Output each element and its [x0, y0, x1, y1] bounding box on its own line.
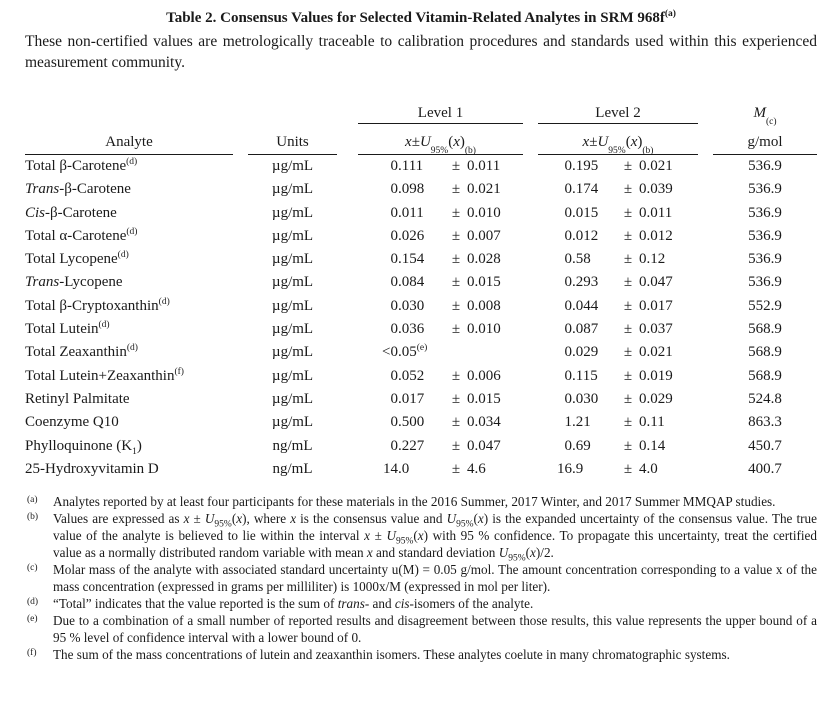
plus-minus-sign: ±	[451, 321, 461, 338]
plus-minus-sign: ±	[623, 321, 633, 338]
plus-minus-sign: ±	[451, 367, 461, 384]
value-integer-part: 0	[564, 251, 572, 268]
analyte-name: Total Lycopene$^{(d)}$	[25, 250, 129, 268]
value-integer-part: 0	[390, 158, 398, 174]
value-fraction-part: .500	[398, 414, 425, 431]
uncertainty-value: 0.037	[639, 321, 673, 338]
value-integer-part: 0	[564, 158, 572, 174]
value-integer-part: 0	[564, 344, 572, 361]
value-integer-part: 0	[564, 274, 572, 291]
level-1-value	[358, 178, 523, 201]
table-row	[25, 435, 817, 458]
units-value: µg/mL	[271, 390, 314, 407]
analyte-name: Coenzyme Q10	[25, 414, 119, 431]
units-value: µg/mL	[271, 204, 314, 221]
uncertainty-value: 0.12	[639, 251, 666, 268]
uncertainty-value: 0.007	[467, 227, 501, 244]
units-value: µg/mL	[271, 344, 314, 361]
uncertainty-value: 0.010	[467, 204, 501, 221]
value-integer-part: 1	[564, 414, 572, 431]
value-integer-part: 0	[390, 414, 398, 431]
value-integer-part: 0	[390, 437, 398, 454]
molar-mass-value: 568.9	[748, 321, 782, 338]
level-1-value	[358, 318, 523, 341]
value-integer-part: 0	[390, 227, 398, 244]
analyte-column-header: Analyte	[25, 124, 233, 155]
level-2-value	[538, 178, 698, 201]
value-integer-part: 0	[390, 297, 398, 314]
uncertainty-value: 4.0	[639, 460, 658, 477]
level-2-value	[538, 341, 698, 364]
value-integer-part: 0	[564, 367, 572, 384]
table-row	[25, 318, 817, 341]
footnote: (a) Analytes reported by at least four participants for these materials in the 2016 Summer, 2017 Winter, and 2017 Summer MMQAP studies.	[27, 494, 776, 510]
molar-mass-value: 536.9	[748, 251, 782, 268]
footnote: (c) Molar mass of the analyte with associated standard uncertainty u(M) = 0.05 g/mol. The amount concentration corresponding to a value x of the mass concentration (expressed in grams per milliliter) is 1000x/M (expressed in mol per liter).	[27, 562, 817, 595]
value-integer-part: 0	[390, 390, 398, 407]
plus-minus-sign: ±	[451, 158, 461, 174]
uncertainty-value: 0.011	[467, 158, 501, 174]
level-1-value	[358, 155, 523, 178]
plus-minus-sign: ±	[623, 204, 633, 221]
uncertainty-value: 0.008	[467, 297, 501, 314]
plus-minus-sign: ±	[451, 227, 461, 244]
uncertainty-value: 0.047	[639, 274, 673, 291]
value-integer-part: <0	[382, 344, 398, 361]
value-integer-part: 0	[564, 390, 572, 407]
uncertainty-value: 0.012	[639, 227, 673, 244]
table-row	[25, 202, 817, 225]
plus-minus-sign: ±	[451, 390, 461, 407]
value-integer-part: 0	[564, 227, 572, 244]
level-1-header: Level 1	[358, 98, 523, 124]
uncertainty-value	[464, 341, 523, 364]
level-2-value	[538, 411, 698, 434]
uncertainty-value: 0.11	[639, 414, 665, 431]
plus-minus-sign	[448, 341, 464, 364]
plus-minus-sign: ±	[623, 390, 633, 407]
molar-mass-value: 450.7	[748, 437, 782, 454]
molar-mass-value: 536.9	[748, 181, 782, 198]
level-1-value	[358, 365, 523, 388]
table-body	[25, 155, 817, 481]
value-integer-part: 0	[390, 204, 398, 221]
value-integer-part: 16	[557, 460, 572, 477]
uncertainty-value: 4.6	[467, 460, 486, 477]
molar-mass-value: 568.9	[748, 344, 782, 361]
value-fraction-part: .293	[572, 274, 599, 291]
value-fraction-part: .174	[572, 181, 599, 198]
molar-mass-value: 536.9	[748, 227, 782, 244]
molar-mass-value: 536.9	[748, 158, 782, 174]
level-2-value	[538, 435, 698, 458]
table-title: Table 2. Consensus Values for Selected Vitamin-Related Analytes in SRM $968f^{(a)}$	[166, 9, 676, 26]
level-2-value	[538, 155, 698, 178]
units-value: ng/mL	[272, 437, 313, 454]
table-row	[25, 295, 817, 318]
value-fraction-part: .58	[572, 251, 591, 268]
uncertainty-value: 0.015	[467, 390, 501, 407]
plus-minus-sign: ±	[451, 414, 461, 431]
footnote-marker: (e)	[27, 614, 38, 625]
value-fraction-part: .227	[398, 437, 425, 454]
value-fraction-part: .017	[398, 390, 425, 407]
value-fraction-part: .115	[572, 367, 598, 384]
value-integer-part: 0	[564, 437, 572, 454]
footnote: (e) Due to a combination of a small number of reported results and disagreement between those results, this value represents the upper bound of a 95 % level of confidence interval with a lower bound of 0.	[27, 613, 817, 646]
value-fraction-part: .011	[398, 204, 424, 221]
uncertainty-value: 0.047	[467, 437, 501, 454]
units-value: µg/mL	[271, 297, 314, 314]
uncertainty-value: 0.14	[639, 437, 666, 454]
molar-mass-header: M (c)	[753, 105, 777, 127]
value-fraction-part: .044	[572, 297, 599, 314]
plus-minus-sign: ±	[451, 460, 461, 477]
analyte-name: Total α-Carotene$^{(d)}$	[25, 226, 138, 244]
level-1-value	[358, 435, 523, 458]
value-integer-part: 0	[390, 181, 398, 198]
level-2-value	[538, 295, 698, 318]
level-1-value	[358, 271, 523, 294]
molar-mass-value: 536.9	[748, 204, 782, 221]
value-fraction-part: .21	[572, 414, 591, 431]
uncertainty-value: 0.010	[467, 321, 501, 338]
level-1-value	[358, 202, 523, 225]
value-fraction-part: .029	[572, 344, 599, 361]
plus-minus-sign: ±	[623, 437, 633, 454]
uncertainty-value: 0.019	[639, 367, 673, 384]
level-1-value	[358, 225, 523, 248]
footnote-marker: (c)	[27, 563, 38, 574]
level-2-formula-header: x ± U 95% ( x ) (b)	[538, 124, 698, 155]
uncertainty-value: 0.021	[467, 181, 501, 198]
value-integer-part: 14	[383, 460, 398, 477]
analyte-name: Retinyl Palmitate	[25, 390, 130, 407]
analyte-name: Total Zeaxanthin$^{(d)}$	[25, 343, 138, 361]
level-1-value	[358, 458, 523, 481]
level-2-value	[538, 202, 698, 225]
analyte-name: Trans-β-Carotene	[25, 181, 131, 198]
uncertainty-value: 0.039	[639, 181, 673, 198]
value-fraction-part: .015	[572, 204, 599, 221]
level-1-value	[358, 411, 523, 434]
analyte-name: Total β-Cryptoxanthin$^{(d)}$	[25, 296, 170, 314]
level-2-value	[538, 225, 698, 248]
value-integer-part: 0	[390, 251, 398, 268]
value-integer-part: 0	[390, 367, 398, 384]
value-fraction-part: .036	[398, 321, 425, 338]
value-fraction-part: .087	[572, 321, 599, 338]
units-value: µg/mL	[271, 251, 314, 268]
value-fraction-part: .111	[398, 158, 424, 174]
level-1-value	[358, 341, 523, 364]
level-1-value	[358, 295, 523, 318]
table-row	[25, 365, 817, 388]
plus-minus-sign: ±	[451, 297, 461, 314]
plus-minus-sign: ±	[623, 227, 633, 244]
units-value: µg/mL	[271, 321, 314, 338]
level-2-value	[538, 271, 698, 294]
molar-mass-value: 568.9	[748, 367, 782, 384]
plus-minus-sign: ±	[623, 251, 633, 268]
plus-minus-sign: ±	[451, 251, 461, 268]
table-row	[25, 388, 817, 411]
units-value: µg/mL	[271, 274, 314, 291]
units-column-header: Units	[248, 124, 337, 155]
level-1-value	[358, 248, 523, 271]
molar-mass-value: 536.9	[748, 274, 782, 291]
footnote-marker: (f)	[27, 648, 37, 659]
plus-minus-sign: ±	[451, 181, 461, 198]
plus-minus-sign: ±	[623, 344, 633, 361]
level-1-value	[358, 388, 523, 411]
level-2-value	[538, 318, 698, 341]
value-fraction-part: .030	[398, 297, 425, 314]
footnote: (b) Values are expressed as $x \pm U_{95\%}(x)$, where x is the consensus value and $U_{95\%}(x)$ is the expanded uncertainty of the consensus value. The true value of the analyte is believed to lie within the interval $x \pm U_{95\%}(x)$ with 95 % confidence. To propagate this uncertainty, treat the certified value as a normally distributed random variable with mean x and standard deviation $U_{95\%}(x)/2$.	[27, 511, 817, 564]
value-fraction-part: .05$^{(e)}$	[398, 343, 428, 361]
level-2-value	[538, 458, 698, 481]
value-fraction-part: .012	[572, 227, 599, 244]
footnote-marker: (b)	[27, 512, 39, 523]
uncertainty-value: 0.017	[639, 297, 673, 314]
plus-minus-sign: ±	[451, 437, 461, 454]
plus-minus-sign: ±	[623, 158, 633, 174]
analyte-name: Cis-β-Carotene	[25, 204, 117, 221]
value-integer-part: 0	[564, 321, 572, 338]
uncertainty-value: 0.028	[467, 251, 501, 268]
table-header-columns-row	[25, 124, 817, 155]
units-value: µg/mL	[271, 367, 314, 384]
units-value: ng/mL	[272, 460, 313, 477]
units-value: µg/mL	[271, 158, 314, 174]
molar-mass-value: 400.7	[748, 460, 782, 477]
table-row	[25, 225, 817, 248]
plus-minus-sign: ±	[623, 460, 633, 477]
table-row	[25, 458, 817, 481]
analyte-name: Total Lutein$^{(d)}$	[25, 320, 110, 338]
footnote-marker: (a)	[27, 495, 38, 506]
value-integer-part: 0	[390, 321, 398, 338]
molar-mass-units-header: g/mol	[713, 124, 817, 155]
value-integer-part: 0	[564, 181, 572, 198]
level-2-value	[538, 248, 698, 271]
molar-mass-value: 524.8	[748, 390, 782, 407]
table-header-level-row	[25, 98, 817, 127]
table-row	[25, 248, 817, 271]
value-fraction-part: .084	[398, 274, 425, 291]
table-row	[25, 411, 817, 434]
value-fraction-part: .154	[398, 251, 425, 268]
uncertainty-value: 0.021	[639, 344, 673, 361]
table-row	[25, 271, 817, 294]
plus-minus-sign: ±	[623, 367, 633, 384]
uncertainty-value: 0.029	[639, 390, 673, 407]
uncertainty-value: 0.021	[639, 158, 673, 174]
value-integer-part: 0	[564, 297, 572, 314]
intro-paragraph: These non-certified values are metrologically traceable to calibration procedures and standards used within this experienced measurement community.	[25, 33, 817, 71]
level-1-formula-header: x ± U 95% ( x ) (b)	[358, 124, 523, 155]
molar-mass-value: 863.3	[748, 414, 782, 431]
level-2-header: Level 2	[538, 98, 698, 124]
analyte-name: Trans-Lycopene	[25, 274, 123, 291]
value-integer-part: 0	[564, 204, 572, 221]
value-footnote-marker: (e)	[416, 343, 428, 354]
table-row	[25, 155, 817, 178]
plus-minus-sign: ±	[623, 297, 633, 314]
uncertainty-value: 0.015	[467, 274, 501, 291]
value-fraction-part: .0	[398, 460, 410, 477]
level-2-value	[538, 388, 698, 411]
uncertainty-value: 0.034	[467, 414, 501, 431]
value-integer-part: 0	[390, 274, 398, 291]
analyte-name: Total Lutein+Zeaxanthin$^{(f)}$	[25, 366, 184, 384]
footnotes	[25, 493, 817, 663]
analyte-name: 25-Hydroxyvitamin D	[25, 460, 159, 477]
plus-minus-sign: ±	[623, 181, 633, 198]
footnote-marker: (d)	[27, 597, 39, 608]
value-fraction-part: .030	[572, 390, 599, 407]
plus-minus-sign: ±	[623, 274, 633, 291]
table-row	[25, 178, 817, 201]
plus-minus-sign: ±	[451, 274, 461, 291]
units-value: µg/mL	[271, 181, 314, 198]
level-2-value	[538, 365, 698, 388]
value-fraction-part: .052	[398, 367, 425, 384]
analyte-name: Phylloquinone $(K_1)$	[25, 437, 142, 457]
value-fraction-part: .026	[398, 227, 425, 244]
footnote: (f) The sum of the mass concentrations of lutein and zeaxanthin isomers. These analytes coelute in many chromatographic systems.	[27, 647, 730, 663]
molar-mass-value: 552.9	[748, 297, 782, 314]
units-value: µg/mL	[271, 414, 314, 431]
units-value: µg/mL	[271, 227, 314, 244]
footnote: (d) “Total” indicates that the value reported is the sum of trans- and cis-isomers of the analyte.	[27, 596, 534, 612]
plus-minus-sign: ±	[451, 204, 461, 221]
table-row	[25, 341, 817, 364]
consensus-values-table	[25, 98, 817, 481]
uncertainty-value: 0.011	[639, 204, 673, 221]
analyte-name: Total β-Carotene$^{(d)}$	[25, 157, 138, 174]
value-fraction-part: .195	[572, 158, 599, 174]
uncertainty-value: 0.006	[467, 367, 501, 384]
value-fraction-part: .69	[572, 437, 591, 454]
plus-minus-sign: ±	[623, 414, 633, 431]
value-fraction-part: .9	[572, 460, 584, 477]
value-fraction-part: .098	[398, 181, 425, 198]
